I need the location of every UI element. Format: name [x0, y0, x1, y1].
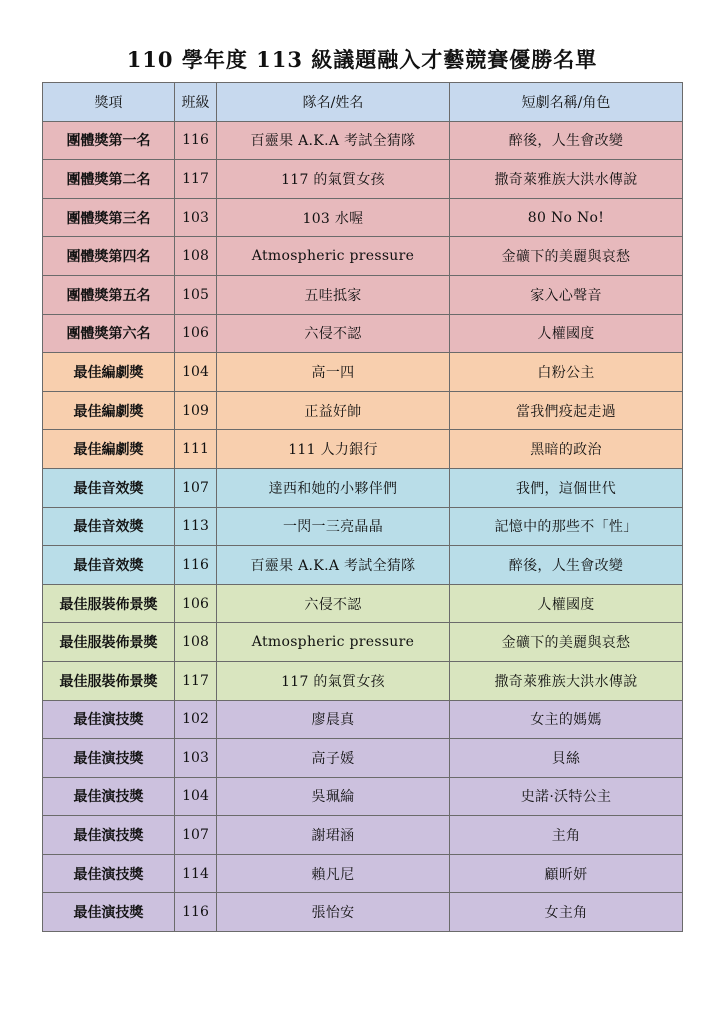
drama-title-cell: 主角: [450, 816, 683, 855]
team-name-cell: 百靈果 A.K.A 考試全猜隊: [217, 121, 450, 160]
award-cell: 最佳演技獎: [43, 854, 175, 893]
award-cell: 最佳演技獎: [43, 777, 175, 816]
award-cell: 最佳演技獎: [43, 893, 175, 932]
table-header-row: [43, 83, 683, 122]
award-cell: 團體獎第二名: [43, 160, 175, 199]
header-award: 獎項: [43, 83, 175, 122]
table-row: [43, 314, 683, 353]
team-name-cell: 吳珮綸: [217, 777, 450, 816]
table-row: [43, 893, 683, 932]
team-name-cell: 正益好帥: [217, 391, 450, 430]
drama-title-cell: 金礦下的美麗與哀愁: [450, 237, 683, 276]
table-row: [43, 700, 683, 739]
team-name-cell: 謝珺涵: [217, 816, 450, 855]
class-cell: 103: [175, 198, 217, 237]
team-name-cell: Atmospheric pressure: [217, 623, 450, 662]
drama-title-cell: 記憶中的那些不「性」: [450, 507, 683, 546]
header-class: 班級: [175, 83, 217, 122]
class-cell: 113: [175, 507, 217, 546]
award-cell: 最佳編劇獎: [43, 430, 175, 469]
header-drama: 短劇名稱/角色: [450, 83, 683, 122]
drama-title-cell: 史諾·沃特公主: [450, 777, 683, 816]
table-row: [43, 777, 683, 816]
team-name-cell: 117 的氣質女孩: [217, 160, 450, 199]
class-cell: 102: [175, 700, 217, 739]
drama-title-cell: 當我們疫起走過: [450, 391, 683, 430]
class-cell: 107: [175, 816, 217, 855]
drama-title-cell: 醉後，人生會改變: [450, 546, 683, 585]
drama-title-cell: 金礦下的美麗與哀愁: [450, 623, 683, 662]
table-row: [43, 661, 683, 700]
class-cell: 108: [175, 623, 217, 662]
class-cell: 104: [175, 353, 217, 392]
team-name-cell: Atmospheric pressure: [217, 237, 450, 276]
table-row: [43, 584, 683, 623]
award-cell: 最佳演技獎: [43, 700, 175, 739]
table-row: [43, 468, 683, 507]
drama-title-cell: 女主的媽媽: [450, 700, 683, 739]
class-cell: 114: [175, 854, 217, 893]
table-row: [43, 739, 683, 778]
class-cell: 117: [175, 661, 217, 700]
class-cell: 116: [175, 893, 217, 932]
team-name-cell: 一閃一三亮晶晶: [217, 507, 450, 546]
drama-title-cell: 撒奇萊雅族大洪水傳說: [450, 160, 683, 199]
award-cell: 團體獎第四名: [43, 237, 175, 276]
drama-title-cell: 白粉公主: [450, 353, 683, 392]
class-cell: 105: [175, 275, 217, 314]
drama-title-cell: 黑暗的政治: [450, 430, 683, 469]
table-row: [43, 507, 683, 546]
team-name-cell: 103 水喔: [217, 198, 450, 237]
award-cell: 最佳演技獎: [43, 816, 175, 855]
award-cell: 最佳音效獎: [43, 546, 175, 585]
drama-title-cell: 人權國度: [450, 314, 683, 353]
team-name-cell: 六侵不認: [217, 584, 450, 623]
table-row: [43, 854, 683, 893]
table-row: [43, 237, 683, 276]
awards-table-body: [43, 121, 683, 931]
award-cell: 團體獎第五名: [43, 275, 175, 314]
class-cell: 108: [175, 237, 217, 276]
table-row: [43, 391, 683, 430]
table-row: [43, 430, 683, 469]
award-cell: 團體獎第一名: [43, 121, 175, 160]
drama-title-cell: 家入心聲音: [450, 275, 683, 314]
award-cell: 最佳服裝佈景獎: [43, 584, 175, 623]
class-cell: 106: [175, 584, 217, 623]
award-cell: 最佳編劇獎: [43, 353, 175, 392]
award-cell: 最佳音效獎: [43, 468, 175, 507]
drama-title-cell: 撒奇萊雅族大洪水傳說: [450, 661, 683, 700]
class-cell: 107: [175, 468, 217, 507]
class-cell: 117: [175, 160, 217, 199]
table-row: [43, 353, 683, 392]
table-row: [43, 275, 683, 314]
team-name-cell: 廖晨真: [217, 700, 450, 739]
team-name-cell: 高子媛: [217, 739, 450, 778]
table-row: [43, 160, 683, 199]
table-row: [43, 198, 683, 237]
team-name-cell: 賴凡尼: [217, 854, 450, 893]
drama-title-cell: 顧昕妍: [450, 854, 683, 893]
page-title: 110 學年度 113 級議題融入才藝競賽優勝名單: [126, 47, 598, 72]
drama-title-cell: 80 No No!: [450, 198, 683, 237]
class-cell: 116: [175, 546, 217, 585]
drama-title-cell: 女主角: [450, 893, 683, 932]
award-cell: 團體獎第六名: [43, 314, 175, 353]
class-cell: 111: [175, 430, 217, 469]
team-name-cell: 達西和她的小夥伴們: [217, 468, 450, 507]
class-cell: 109: [175, 391, 217, 430]
team-name-cell: 117 的氣質女孩: [217, 661, 450, 700]
drama-title-cell: 貝絲: [450, 739, 683, 778]
award-cell: 團體獎第三名: [43, 198, 175, 237]
table-row: [43, 623, 683, 662]
drama-title-cell: 我們，這個世代: [450, 468, 683, 507]
drama-title-cell: 醉後，人生會改變: [450, 121, 683, 160]
class-cell: 116: [175, 121, 217, 160]
class-cell: 106: [175, 314, 217, 353]
award-cell: 最佳編劇獎: [43, 391, 175, 430]
drama-title-cell: 人權國度: [450, 584, 683, 623]
team-name-cell: 六侵不認: [217, 314, 450, 353]
awards-table: [42, 82, 683, 932]
class-cell: 103: [175, 739, 217, 778]
team-name-cell: 百靈果 A.K.A 考試全猜隊: [217, 546, 450, 585]
award-cell: 最佳服裝佈景獎: [43, 623, 175, 662]
header-team: 隊名/姓名: [217, 83, 450, 122]
table-row: [43, 816, 683, 855]
team-name-cell: 高一四: [217, 353, 450, 392]
team-name-cell: 五哇抵家: [217, 275, 450, 314]
team-name-cell: 張怡安: [217, 893, 450, 932]
table-row: [43, 546, 683, 585]
award-cell: 最佳音效獎: [43, 507, 175, 546]
table-row: [43, 121, 683, 160]
award-cell: 最佳演技獎: [43, 739, 175, 778]
team-name-cell: 111 人力銀行: [217, 430, 450, 469]
award-cell: 最佳服裝佈景獎: [43, 661, 175, 700]
class-cell: 104: [175, 777, 217, 816]
